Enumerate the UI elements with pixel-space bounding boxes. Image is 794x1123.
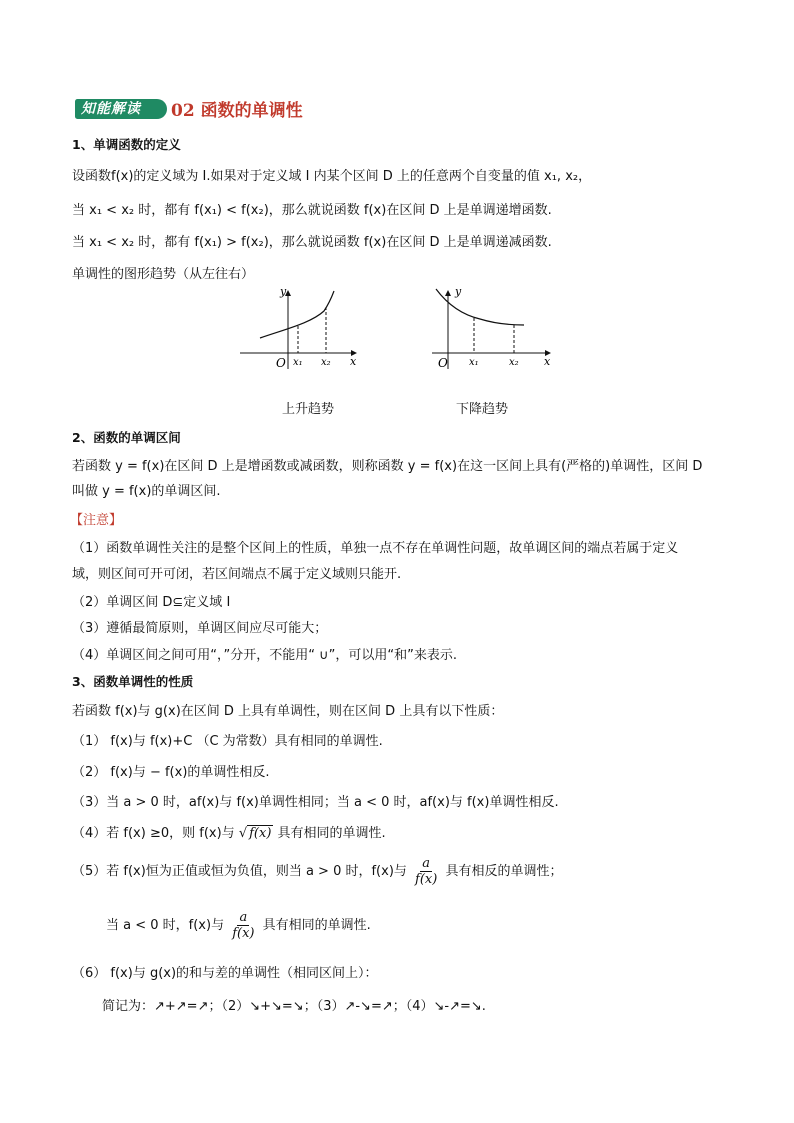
definition-decreasing: 当 x₁ < x₂ 时，都有 f(x₁) > f(x₂)，那么就说函数 f(x)在区间 D 上是单调递减函数. — [72, 235, 552, 250]
page-title: 02 函数的单调性 — [171, 101, 303, 121]
x-label: x — [350, 355, 357, 368]
properties-intro: 若函数 f(x)与 g(x)在区间 D 上具有单调性，则在区间 D 上具有以下性质： — [72, 704, 504, 719]
note-1b: 域，则区间可开可闭，若区间端点不属于定义域则只能开. — [72, 567, 402, 582]
decreasing-graph — [428, 283, 558, 373]
caption-decreasing: 下降趋势 — [456, 402, 509, 417]
note-3: （3）遵循最简原则，单调区间应尽可能大； — [72, 621, 328, 636]
fraction-denominator: f(x) — [232, 926, 255, 941]
y-label: y — [280, 285, 287, 298]
sqrt-symbol: √ — [238, 826, 248, 841]
property-6-summary: 简记为：↗+↗=↗；（2）↘+↘=↘；（3）↗-↘=↗；（4）↘-↗=↘. — [102, 999, 486, 1014]
note-label: 【注意】 — [70, 513, 123, 528]
increasing-curve — [260, 291, 334, 338]
property-4-text-b: 具有相同的单调性. — [277, 826, 386, 841]
property-4-text-a: （4）若 f(x) ≥0，则 f(x)与 — [72, 826, 235, 841]
fraction-numerator: a — [422, 856, 431, 871]
note-2: （2）单调区间 D⊆定义域 I — [72, 595, 231, 610]
x2-label: x₂ — [321, 357, 331, 368]
origin-label: O — [276, 356, 286, 370]
section-3-heading: 3、函数单调性的性质 — [72, 674, 194, 689]
interval-line-1: 若函数 y = f(x)在区间 D 上是增函数或减函数，则称函数 y = f(x)在这一区间上具有(严格的)单调性，区间 D — [72, 459, 703, 474]
fraction-numerator: a — [239, 910, 248, 925]
note-1a: （1）函数单调性关注的是整个区间上的性质，单独一点不存在单调性问题，故单调区间的端点若属于定义 — [72, 541, 679, 556]
fraction-a-over-fx — [413, 856, 439, 887]
property-5-text-a: （5）若 f(x)恒为正值或恒为负值，则当 a > 0 时，f(x)与 — [72, 864, 407, 879]
x-label: x — [544, 355, 551, 368]
property-3: （3）当 a > 0 时，af(x)与 f(x)单调性相同；当 a < 0 时，af(x)与 f(x)单调性相反. — [72, 795, 559, 810]
decreasing-curve — [436, 289, 524, 325]
property-4 — [72, 822, 386, 841]
note-4: （4）单调区间之间可用“，”分开，不能用“ ∪”，可以用“和”来表示. — [72, 648, 457, 663]
section-badge: 知能解读 — [75, 99, 167, 119]
section-1-heading: 1、单调函数的定义 — [72, 137, 181, 152]
fraction-denominator: f(x) — [415, 872, 438, 887]
property-5 — [72, 856, 562, 887]
increasing-graph — [236, 283, 366, 373]
sqrt-expression: f(x) — [249, 826, 272, 841]
x1-label: x₁ — [469, 357, 479, 368]
y-label: y — [455, 285, 462, 298]
x1-label: x₁ — [293, 357, 303, 368]
interval-line-2: 叫做 y = f(x)的单调区间. — [72, 484, 221, 499]
definition-line-1: 设函数f(x)的定义域为 I.如果对于定义域 I 内某个区间 D 上的任意两个自变量的值 x₁, x₂， — [72, 169, 592, 184]
property-2: （2） f(x)与 − f(x)的单调性相反. — [72, 765, 270, 780]
fraction-a-over-fx — [230, 910, 256, 941]
property-6: （6） f(x)与 g(x)的和与差的单调性（相同区间上）： — [72, 966, 378, 981]
property-5-text-b: 具有相反的单调性； — [445, 864, 563, 879]
section-2-heading: 2、函数的单调区间 — [72, 430, 181, 445]
property-5c-text-b: 具有相同的单调性. — [262, 918, 371, 933]
property-5-cont — [106, 910, 371, 941]
definition-increasing: 当 x₁ < x₂ 时，都有 f(x₁) < f(x₂)，那么就说函数 f(x)在区间 D 上是单调递增函数. — [72, 203, 552, 218]
caption-increasing: 上升趋势 — [282, 402, 335, 417]
property-5c-text-a: 当 a < 0 时，f(x)与 — [106, 918, 225, 933]
origin-label: O — [438, 356, 448, 370]
property-1: （1） f(x)与 f(x)+C （C 为常数）具有相同的单调性. — [72, 734, 383, 749]
x2-label: x₂ — [509, 357, 519, 368]
trend-title: 单调性的图形趋势（从左往右） — [72, 267, 255, 282]
